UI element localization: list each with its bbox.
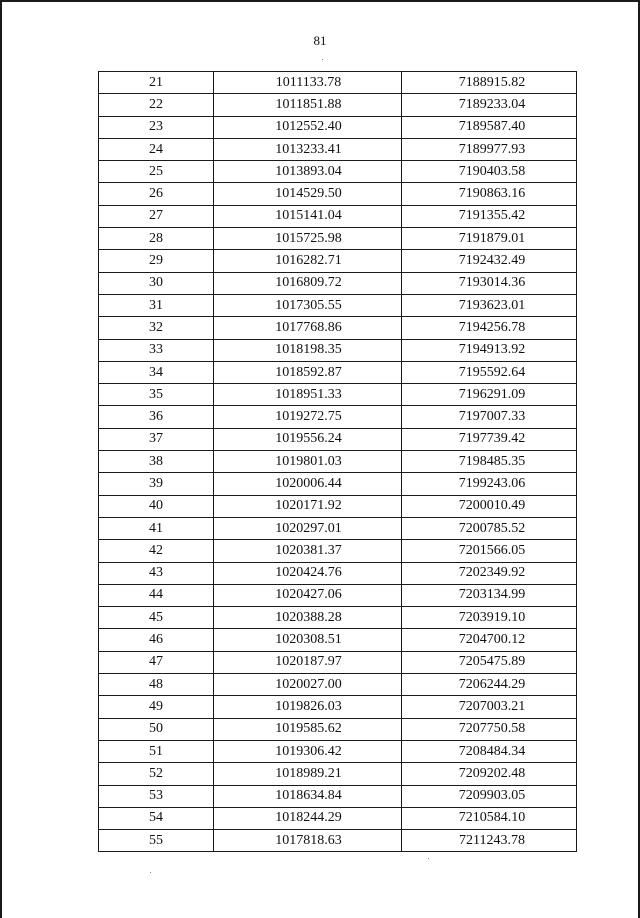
point-number-cell: 33 (99, 339, 214, 361)
table-row (99, 406, 577, 428)
y-coordinate-cell: 7194913.92 (402, 339, 577, 361)
point-number-cell: 52 (99, 763, 214, 785)
x-coordinate-cell: 1020308.51 (214, 629, 402, 651)
x-coordinate-cell: 1017305.55 (214, 294, 402, 316)
table-row (99, 584, 577, 606)
table-row (99, 517, 577, 539)
y-coordinate-cell: 7190403.58 (402, 161, 577, 183)
point-number-cell: 29 (99, 250, 214, 272)
x-coordinate-cell: 1019801.03 (214, 451, 402, 473)
y-coordinate-cell: 7209202.48 (402, 763, 577, 785)
table-row (99, 228, 577, 250)
y-coordinate-cell: 7191355.42 (402, 205, 577, 227)
y-coordinate-cell: 7203134.99 (402, 584, 577, 606)
table-row (99, 740, 577, 762)
x-coordinate-cell: 1014529.50 (214, 183, 402, 205)
table-row (99, 473, 577, 495)
y-coordinate-cell: 7193014.36 (402, 272, 577, 294)
table-row (99, 384, 577, 406)
table-row (99, 830, 577, 852)
x-coordinate-cell: 1019556.24 (214, 428, 402, 450)
point-number-cell: 22 (99, 94, 214, 116)
y-coordinate-cell: 7197007.33 (402, 406, 577, 428)
y-coordinate-cell: 7192432.49 (402, 250, 577, 272)
y-coordinate-cell: 7207003.21 (402, 696, 577, 718)
y-coordinate-cell: 7209903.05 (402, 785, 577, 807)
x-coordinate-cell: 1018244.29 (214, 807, 402, 829)
x-coordinate-cell: 1011851.88 (214, 94, 402, 116)
table-row (99, 562, 577, 584)
table-row (99, 205, 577, 227)
y-coordinate-cell: 7188915.82 (402, 72, 577, 94)
point-number-cell: 50 (99, 718, 214, 740)
x-coordinate-cell: 1016809.72 (214, 272, 402, 294)
y-coordinate-cell: 7205475.89 (402, 651, 577, 673)
y-coordinate-cell: 7189233.04 (402, 94, 577, 116)
point-number-cell: 38 (99, 451, 214, 473)
point-number-cell: 26 (99, 183, 214, 205)
point-number-cell: 48 (99, 674, 214, 696)
x-coordinate-cell: 1013893.04 (214, 161, 402, 183)
x-coordinate-cell: 1015725.98 (214, 228, 402, 250)
point-number-cell: 39 (99, 473, 214, 495)
table-row (99, 651, 577, 673)
y-coordinate-cell: 7189977.93 (402, 138, 577, 160)
point-number-cell: 44 (99, 584, 214, 606)
y-coordinate-cell: 7197739.42 (402, 428, 577, 450)
scan-speck (428, 858, 429, 859)
table-row (99, 629, 577, 651)
y-coordinate-cell: 7200785.52 (402, 517, 577, 539)
point-number-cell: 28 (99, 228, 214, 250)
y-coordinate-cell: 7204700.12 (402, 629, 577, 651)
y-coordinate-cell: 7189587.40 (402, 116, 577, 138)
x-coordinate-cell: 1012552.40 (214, 116, 402, 138)
y-coordinate-cell: 7202349.92 (402, 562, 577, 584)
table-row (99, 183, 577, 205)
table-row (99, 718, 577, 740)
point-number-cell: 51 (99, 740, 214, 762)
x-coordinate-cell: 1020187.97 (214, 651, 402, 673)
coordinates-table (98, 71, 577, 852)
x-coordinate-cell: 1020171.92 (214, 495, 402, 517)
table-row (99, 540, 577, 562)
x-coordinate-cell: 1018592.87 (214, 361, 402, 383)
y-coordinate-cell: 7206244.29 (402, 674, 577, 696)
x-coordinate-cell: 1020027.00 (214, 674, 402, 696)
point-number-cell: 31 (99, 294, 214, 316)
y-coordinate-cell: 7201566.05 (402, 540, 577, 562)
y-coordinate-cell: 7199243.06 (402, 473, 577, 495)
page-number: 81 (313, 33, 327, 48)
table-row (99, 94, 577, 116)
table-row (99, 807, 577, 829)
y-coordinate-cell: 7193623.01 (402, 294, 577, 316)
x-coordinate-cell: 1018989.21 (214, 763, 402, 785)
table-row (99, 607, 577, 629)
x-coordinate-cell: 1018634.84 (214, 785, 402, 807)
point-number-cell: 46 (99, 629, 214, 651)
table-row (99, 451, 577, 473)
x-coordinate-cell: 1017768.86 (214, 317, 402, 339)
table-row (99, 72, 577, 94)
scan-border-top (0, 0, 640, 2)
coordinates-table-body (99, 72, 577, 852)
table-row (99, 674, 577, 696)
point-number-cell: 23 (99, 116, 214, 138)
table-row (99, 785, 577, 807)
point-number-cell: 45 (99, 607, 214, 629)
y-coordinate-cell: 7190863.16 (402, 183, 577, 205)
table-row (99, 138, 577, 160)
x-coordinate-cell: 1013233.41 (214, 138, 402, 160)
point-number-cell: 27 (99, 205, 214, 227)
y-coordinate-cell: 7207750.58 (402, 718, 577, 740)
y-coordinate-cell: 7208484.34 (402, 740, 577, 762)
point-number-cell: 32 (99, 317, 214, 339)
x-coordinate-cell: 1020388.28 (214, 607, 402, 629)
y-coordinate-cell: 7200010.49 (402, 495, 577, 517)
scan-speck (150, 872, 151, 873)
x-coordinate-cell: 1020427.06 (214, 584, 402, 606)
scan-border-left (0, 0, 2, 918)
y-coordinate-cell: 7203919.10 (402, 607, 577, 629)
table-row (99, 294, 577, 316)
x-coordinate-cell: 1019306.42 (214, 740, 402, 762)
y-coordinate-cell: 7195592.64 (402, 361, 577, 383)
table-row (99, 272, 577, 294)
x-coordinate-cell: 1020297.01 (214, 517, 402, 539)
x-coordinate-cell: 1019585.62 (214, 718, 402, 740)
point-number-cell: 40 (99, 495, 214, 517)
y-coordinate-cell: 7198485.35 (402, 451, 577, 473)
point-number-cell: 37 (99, 428, 214, 450)
point-number-cell: 49 (99, 696, 214, 718)
x-coordinate-cell: 1011133.78 (214, 72, 402, 94)
point-number-cell: 36 (99, 406, 214, 428)
y-coordinate-cell: 7196291.09 (402, 384, 577, 406)
x-coordinate-cell: 1019826.03 (214, 696, 402, 718)
point-number-cell: 41 (99, 517, 214, 539)
x-coordinate-cell: 1015141.04 (214, 205, 402, 227)
x-coordinate-cell: 1020381.37 (214, 540, 402, 562)
y-coordinate-cell: 7211243.78 (402, 830, 577, 852)
point-number-cell: 54 (99, 807, 214, 829)
point-number-cell: 24 (99, 138, 214, 160)
point-number-cell: 43 (99, 562, 214, 584)
y-coordinate-cell: 7194256.78 (402, 317, 577, 339)
point-number-cell: 42 (99, 540, 214, 562)
table-row (99, 317, 577, 339)
x-coordinate-cell: 1018198.35 (214, 339, 402, 361)
point-number-cell: 35 (99, 384, 214, 406)
table-row (99, 361, 577, 383)
point-number-cell: 34 (99, 361, 214, 383)
x-coordinate-cell: 1016282.71 (214, 250, 402, 272)
y-coordinate-cell: 7210584.10 (402, 807, 577, 829)
table-row (99, 763, 577, 785)
table-row (99, 428, 577, 450)
table-row (99, 339, 577, 361)
x-coordinate-cell: 1017818.63 (214, 830, 402, 852)
table-row (99, 696, 577, 718)
point-number-cell: 55 (99, 830, 214, 852)
table-row (99, 250, 577, 272)
table-row (99, 116, 577, 138)
x-coordinate-cell: 1018951.33 (214, 384, 402, 406)
y-coordinate-cell: 7191879.01 (402, 228, 577, 250)
table-row (99, 161, 577, 183)
point-number-cell: 25 (99, 161, 214, 183)
point-number-cell: 47 (99, 651, 214, 673)
x-coordinate-cell: 1020424.76 (214, 562, 402, 584)
scan-speck (322, 59, 323, 60)
point-number-cell: 53 (99, 785, 214, 807)
point-number-cell: 21 (99, 72, 214, 94)
table-row (99, 495, 577, 517)
x-coordinate-cell: 1019272.75 (214, 406, 402, 428)
point-number-cell: 30 (99, 272, 214, 294)
x-coordinate-cell: 1020006.44 (214, 473, 402, 495)
